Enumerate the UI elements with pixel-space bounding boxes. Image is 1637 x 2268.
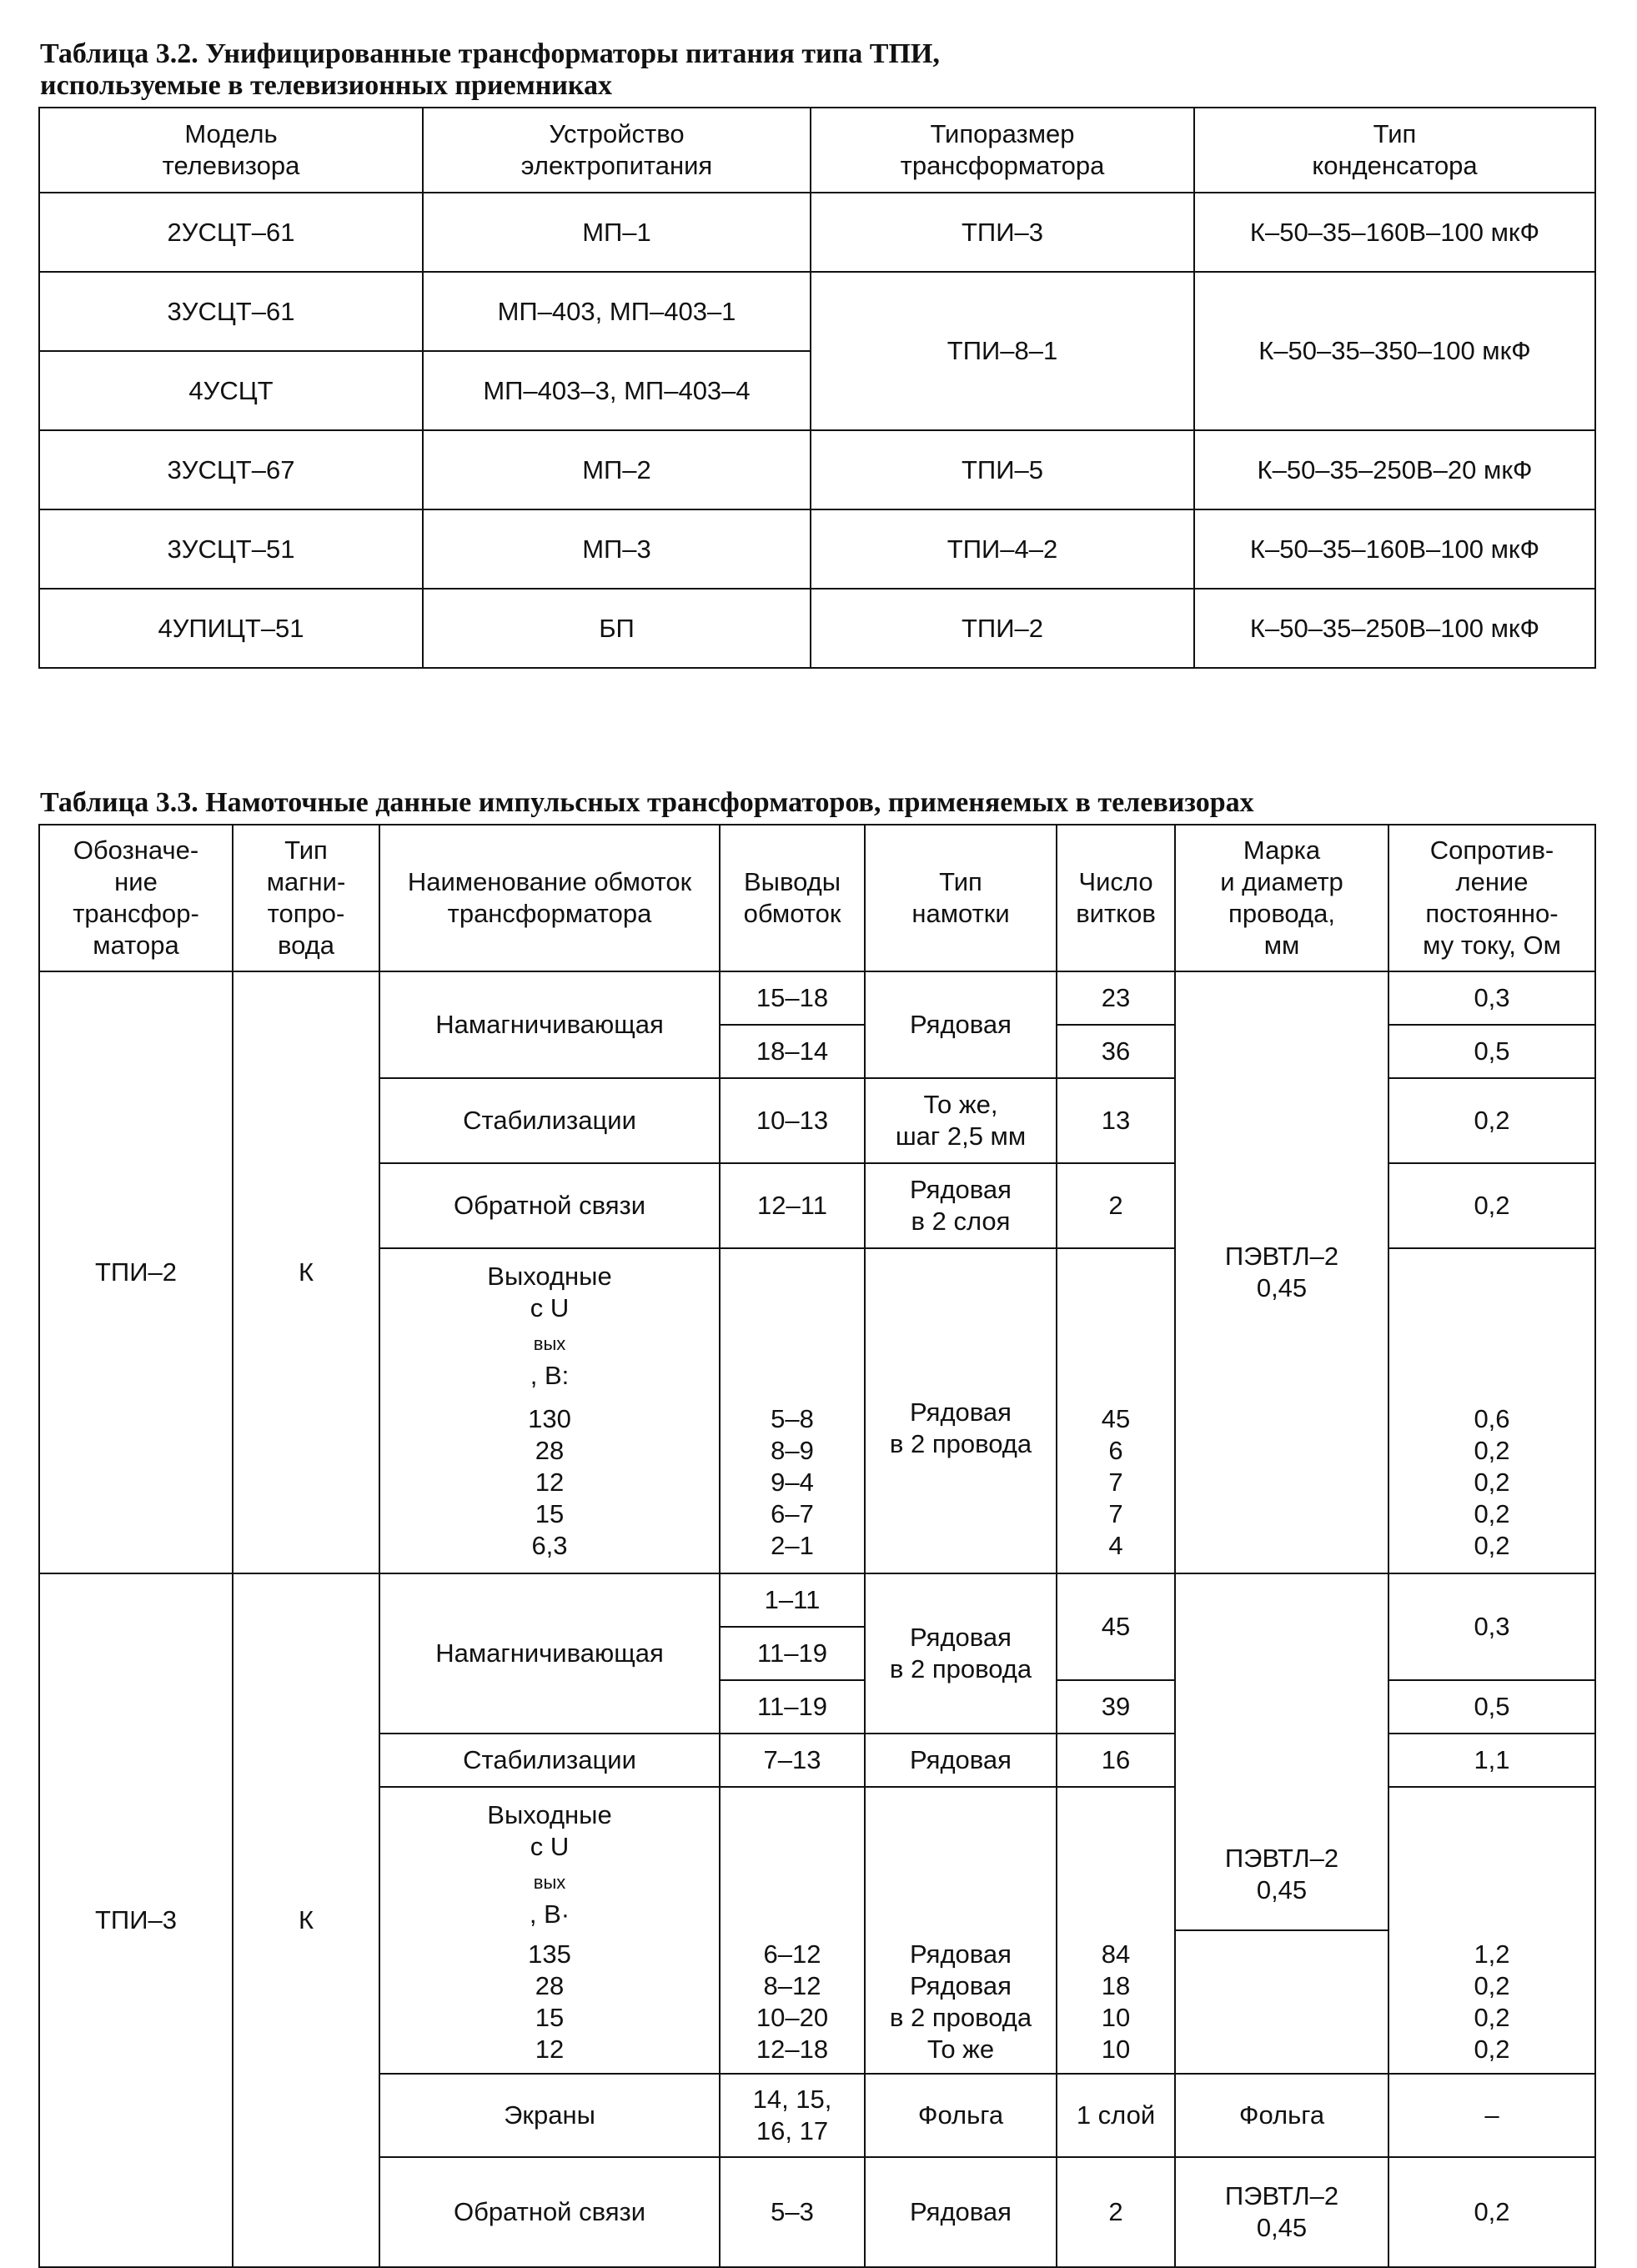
- cell-wire: [1175, 1930, 1388, 2074]
- table-3-3-header-row: [39, 825, 1595, 971]
- cell-turns: 13: [1057, 1078, 1175, 1163]
- cell-power: МП–1: [423, 193, 811, 272]
- cell-capacitor: К–50–35–160В–100 мкФ: [1194, 509, 1595, 589]
- header-designation: Обозначе- ние трансфор- матора: [39, 825, 233, 971]
- table-3-2: [38, 107, 1596, 669]
- cell-turns: 36: [1057, 1025, 1175, 1078]
- cell-winding-type: [865, 1787, 1057, 1930]
- cell-output-voltages: 130 28 12 15 6,3: [379, 1392, 720, 1573]
- table-row: [39, 272, 1595, 351]
- table-3-2-title-line1: Таблица 3.2. Унифицированные трансформаторы питания типа ТПИ,: [40, 38, 940, 69]
- cell-capacitor: К–50–35–160В–100 мкФ: [1194, 193, 1595, 272]
- header-capacitor-type: Тип конденсатора: [1194, 108, 1595, 193]
- header-power-supply: Устройство электропитания: [423, 108, 811, 193]
- cell-pins: 11–19: [720, 1680, 865, 1734]
- table-3-2-title: [40, 38, 940, 102]
- cell-winding-output: Выходные с U $_{вых}$ , В·: [379, 1787, 720, 1930]
- cell-resistance: 0,2: [1388, 1078, 1595, 1163]
- cell-turns: [1057, 1248, 1175, 1392]
- table-row: [39, 193, 1595, 272]
- cell-resistance: 1,1: [1388, 1734, 1595, 1787]
- cell-power: МП–403–3, МП–403–4: [423, 351, 811, 430]
- cell-winding-stabilization: Стабилизации: [379, 1734, 720, 1787]
- cell-transformer: ТПИ–8–1: [811, 272, 1194, 430]
- cell-pins: 6–12 8–12 10–20 12–18: [720, 1930, 865, 2074]
- cell-designation-tpi3: ТПИ–3: [39, 1573, 233, 2267]
- cell-pins: 10–13: [720, 1078, 865, 1163]
- cell-pins: [720, 1248, 865, 1392]
- cell-winding-type: Рядовая в 2 провода: [865, 1392, 1057, 1573]
- cell-model: 3УСЦТ–61: [39, 272, 423, 351]
- table-row: [39, 971, 1595, 1025]
- table-row: [39, 430, 1595, 509]
- cell-pins: 5–3: [720, 2157, 865, 2267]
- cell-winding-type: Рядовая: [865, 2157, 1057, 2267]
- cell-power: МП–403, МП–403–1: [423, 272, 811, 351]
- cell-resistance: 0,2: [1388, 2157, 1595, 2267]
- cell-winding-type: Рядовая в 2 провода: [865, 1573, 1057, 1734]
- cell-winding-magnetizing: Намагничивающая: [379, 971, 720, 1078]
- cell-capacitor: К–50–35–250В–100 мкФ: [1194, 589, 1595, 668]
- table-3-2-title-line2: используемые в телевизионных приемниках: [40, 70, 613, 101]
- cell-resistance: 1,2 0,2 0,2 0,2: [1388, 1930, 1595, 2074]
- cell-resistance: 0,5: [1388, 1680, 1595, 1734]
- cell-model: 4УСЦТ: [39, 351, 423, 430]
- cell-resistance: [1388, 1787, 1595, 1930]
- cell-winding-type: [865, 1248, 1057, 1392]
- cell-pins: 15–18: [720, 971, 865, 1025]
- cell-core-tpi3: К: [233, 1573, 379, 2267]
- cell-pins: [720, 1787, 865, 1930]
- cell-power: МП–2: [423, 430, 811, 509]
- cell-resistance: 0,6 0,2 0,2 0,2 0,2: [1388, 1392, 1595, 1573]
- cell-turns: 16: [1057, 1734, 1175, 1787]
- cell-resistance: [1388, 1248, 1595, 1392]
- cell-model: 3УСЦТ–51: [39, 509, 423, 589]
- header-resistance: Сопротив- ление постоянно- му току, Ом: [1388, 825, 1595, 971]
- header-winding-type: Тип намотки: [865, 825, 1057, 971]
- table-3-3-title: Таблица 3.3. Намоточные данные импульсных трансформаторов, применяемых в телевизорах: [40, 787, 1254, 818]
- cell-turns: 84 18 10 10: [1057, 1930, 1175, 2074]
- cell-resistance: 0,2: [1388, 1163, 1595, 1248]
- cell-winding-feedback: Обратной связи: [379, 1163, 720, 1248]
- cell-winding-screens: Экраны: [379, 2074, 720, 2157]
- header-pins: Выводы обмоток: [720, 825, 865, 971]
- cell-output-voltages: 135 28 15 12: [379, 1930, 720, 2074]
- table-3-3: [38, 824, 1596, 2268]
- cell-wire-tpi3: ПЭВТЛ–2 0,45: [1175, 1573, 1388, 1930]
- cell-pins: 5–8 8–9 9–4 6–7 2–1: [720, 1392, 865, 1573]
- cell-turns: 45 6 7 7 4: [1057, 1392, 1175, 1573]
- cell-power: МП–3: [423, 509, 811, 589]
- table-3-2-header-row: [39, 108, 1595, 193]
- header-model: Модель телевизора: [39, 108, 423, 193]
- cell-winding-type: То же, шаг 2,5 мм: [865, 1078, 1057, 1163]
- header-turns: Число витков: [1057, 825, 1175, 971]
- cell-pins: 7–13: [720, 1734, 865, 1787]
- cell-turns: 23: [1057, 971, 1175, 1025]
- cell-turns: [1057, 1787, 1175, 1930]
- cell-winding-output: Выходные с U $_{вых}$ , В:: [379, 1248, 720, 1392]
- cell-winding-feedback: Обратной связи: [379, 2157, 720, 2267]
- cell-winding-type: Рядовая Рядовая в 2 провода То же: [865, 1930, 1057, 2074]
- cell-winding-stabilization: Стабилизации: [379, 1078, 720, 1163]
- header-core-type: Тип магни- топро- вода: [233, 825, 379, 971]
- cell-pins: 14, 15, 16, 17: [720, 2074, 865, 2157]
- cell-transformer: ТПИ–3: [811, 193, 1194, 272]
- cell-transformer: ТПИ–5: [811, 430, 1194, 509]
- cell-turns: 39: [1057, 1680, 1175, 1734]
- cell-core-tpi2: К: [233, 971, 379, 1573]
- cell-capacitor: К–50–35–350–100 мкФ: [1194, 272, 1595, 430]
- cell-resistance: 0,5: [1388, 1025, 1595, 1078]
- cell-wire: Фольга: [1175, 2074, 1388, 2157]
- cell-pins: 1–11: [720, 1573, 865, 1627]
- cell-resistance: –: [1388, 2074, 1595, 2157]
- cell-resistance: 0,3: [1388, 971, 1595, 1025]
- cell-winding-type: Рядовая: [865, 1734, 1057, 1787]
- cell-power: БП: [423, 589, 811, 668]
- header-wire: Марка и диаметр провода, мм: [1175, 825, 1388, 971]
- header-transformer-size: Типоразмер трансформатора: [811, 108, 1194, 193]
- cell-winding-magnetizing: Намагничивающая: [379, 1573, 720, 1734]
- cell-winding-type: Рядовая в 2 слоя: [865, 1163, 1057, 1248]
- cell-pins: 12–11: [720, 1163, 865, 1248]
- cell-wire: ПЭВТЛ–2 0,45: [1175, 2157, 1388, 2267]
- cell-pins: 18–14: [720, 1025, 865, 1078]
- cell-wire-tpi2: ПЭВТЛ–2 0,45: [1175, 971, 1388, 1573]
- header-winding-name: Наименование обмоток трансформатора: [379, 825, 720, 971]
- table-row: [39, 1573, 1595, 1627]
- cell-transformer: ТПИ–4–2: [811, 509, 1194, 589]
- cell-turns: 2: [1057, 2157, 1175, 2267]
- cell-winding-type: Рядовая: [865, 971, 1057, 1078]
- cell-model: 2УСЦТ–61: [39, 193, 423, 272]
- table-row: [39, 509, 1595, 589]
- cell-model: 3УСЦТ–67: [39, 430, 423, 509]
- cell-pins: 11–19: [720, 1627, 865, 1680]
- table-row: [39, 589, 1595, 668]
- cell-turns: 1 слой: [1057, 2074, 1175, 2157]
- cell-turns: 45: [1057, 1573, 1175, 1680]
- cell-resistance: 0,3: [1388, 1573, 1595, 1680]
- cell-transformer: ТПИ–2: [811, 589, 1194, 668]
- cell-designation-tpi2: ТПИ–2: [39, 971, 233, 1573]
- cell-turns: 2: [1057, 1163, 1175, 1248]
- cell-model: 4УПИЦТ–51: [39, 589, 423, 668]
- cell-capacitor: К–50–35–250В–20 мкФ: [1194, 430, 1595, 509]
- cell-winding-type: Фольга: [865, 2074, 1057, 2157]
